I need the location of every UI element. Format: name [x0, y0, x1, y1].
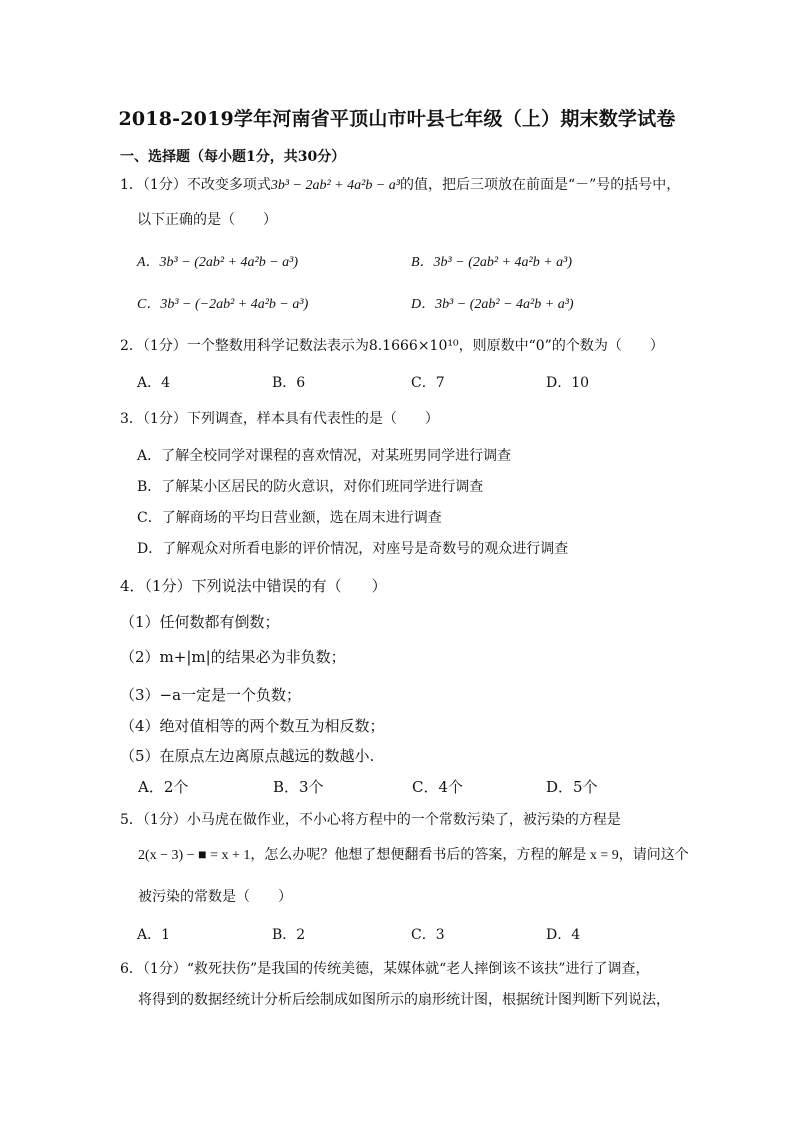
q4-option-c[interactable]: C．4个 — [412, 778, 464, 796]
q1-stem-b: 的值，把后三项放在前面是“－”号的括号中， — [399, 177, 681, 193]
q2-option-a[interactable]: A．4 — [137, 375, 171, 391]
q1-option-a[interactable]: A．3b³ − (2ab² + 4a²b − a³) — [137, 255, 299, 270]
q5-stem-c: 被污染的常数是（ ） — [138, 889, 292, 905]
q2-expression: 8.1666×10¹⁰ — [368, 338, 459, 354]
q1-stem — [120, 176, 680, 195]
exam-title: 2018-2019学年河南省平顶山市叶县七年级（上）期末数学试卷 — [118, 108, 676, 130]
q1-stem-c: 以下正确的是（ ） — [137, 212, 277, 228]
q2-option-b[interactable]: B．6 — [272, 375, 306, 391]
q5-stem-b: 2(x − 3) − ■ = x + 1，怎么办呢？他想了想便翻看书后的答案，方程的解是 x = 9，请问这个 — [138, 848, 689, 863]
q5-option-b[interactable]: B．2 — [272, 927, 306, 943]
q2-option-d[interactable]: D．10 — [546, 375, 590, 391]
q5-option-a[interactable]: A．1 — [137, 927, 171, 943]
q4-option-b[interactable]: B．3个 — [273, 778, 324, 796]
q4-item-3: （3）−a一定是一个负数； — [120, 686, 302, 704]
q1-option-d[interactable]: D．3b³ − (2ab² − 4a²b + a³) — [411, 297, 574, 312]
q1-option-b[interactable]: B．3b³ − (2ab² + 4a²b + a³) — [411, 255, 573, 270]
q2-stem — [120, 337, 664, 355]
q4-item-5: （5）在原点左边离原点越远的数越小. — [120, 747, 375, 765]
q4-item-2: （2）m+|m|的结果必为非负数； — [120, 648, 346, 666]
q3-option-b[interactable]: B．了解某小区居民的防火意识，对你们班同学进行调查 — [137, 479, 484, 495]
q1-stem-a: 1．（1分）不改变多项式 — [120, 177, 271, 193]
q3-stem: 3．（1分）下列调查，样本具有代表性的是（ ） — [120, 411, 439, 427]
q6-stem-b: 将得到的数据经统计分析后绘制成如图所示的扇形统计图，根据统计图判断下列说法， — [138, 992, 670, 1008]
q6-stem-a: 6．（1分）“救死扶伤”是我国的传统美德，某媒体就“老人摔倒该不该扶”进行了调查， — [120, 961, 650, 977]
q1-expression: 3b³ − 2ab² + 4a²b − a³ — [270, 178, 400, 193]
q2-option-c[interactable]: C．7 — [411, 375, 445, 391]
q5-option-c[interactable]: C．3 — [411, 927, 445, 943]
q2-stem-b: ，则原数中“0”的个数为（ ） — [458, 338, 664, 354]
q3-option-c[interactable]: C．了解商场的平均日营业额，选在周末进行调查 — [137, 510, 442, 526]
q4-stem: 4．（1分）下列说法中错误的有（ ） — [120, 577, 387, 595]
q4-item-1: （1）任何数都有倒数； — [120, 613, 280, 631]
q4-item-4: （4）绝对值相等的两个数互为相反数； — [120, 717, 385, 735]
q4-option-d[interactable]: D．5个 — [546, 778, 598, 796]
section-heading: 一、选择题（每小题1分，共30分） — [120, 149, 346, 165]
q3-option-a[interactable]: A．了解全校同学对课程的喜欢情况，对某班男同学进行调查 — [137, 448, 512, 464]
q3-option-d[interactable]: D．了解观众对所看电影的评价情况，对座号是奇数号的观众进行调查 — [137, 541, 569, 557]
q5-stem-a: 5．（1分）小马虎在做作业，不小心将方程中的一个常数污染了，被污染的方程是 — [120, 812, 621, 828]
q5-option-d[interactable]: D．4 — [546, 927, 581, 943]
q1-option-c[interactable]: C．3b³ − (−2ab² + 4a²b − a³) — [137, 297, 309, 312]
q2-stem-a: 2．（1分）一个整数用科学记数法表示为 — [120, 338, 369, 354]
q4-option-a[interactable]: A．2个 — [138, 778, 189, 796]
